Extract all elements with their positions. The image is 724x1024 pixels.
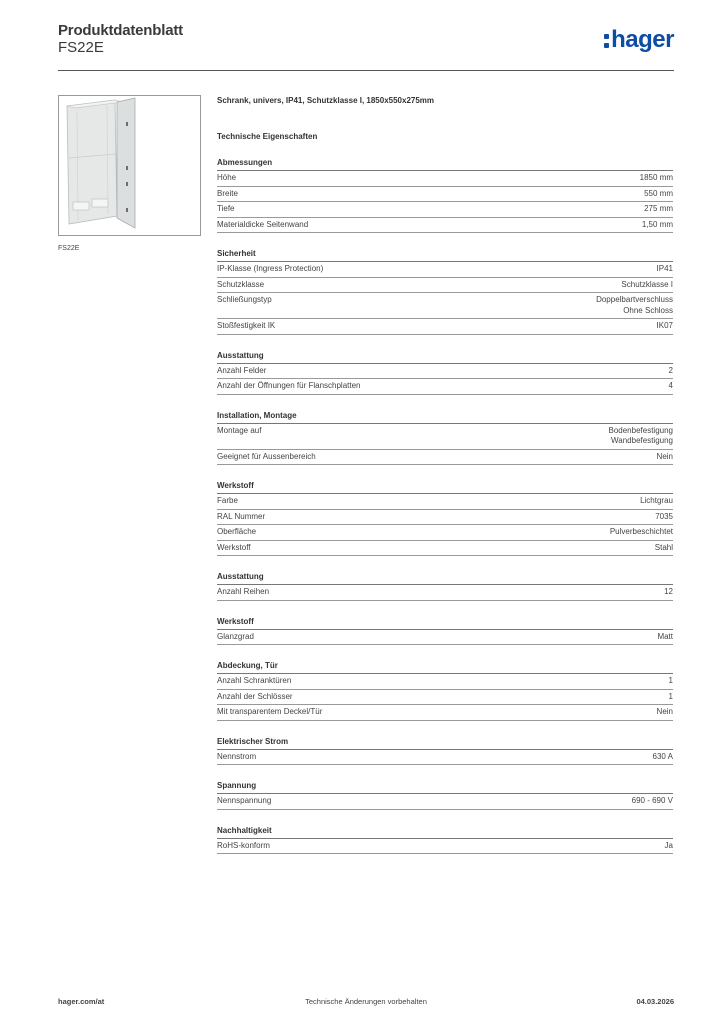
image-caption: FS22E — [58, 245, 80, 252]
spec-group-abmessungen — [217, 158, 673, 233]
spec-label: Schutzklasse — [217, 279, 265, 289]
spec-row — [217, 494, 673, 510]
spec-value: Ja — [664, 840, 673, 850]
spec-group-ausstattung — [217, 351, 673, 395]
spec-label: Materialdicke Seitenwand — [217, 219, 309, 229]
spec-label: Montage auf — [217, 425, 262, 435]
spec-row — [217, 379, 673, 395]
footer-notice: Technische Änderungen vorbehalten — [305, 997, 427, 1006]
spec-row — [217, 187, 673, 203]
spec-value: Stahl — [654, 542, 673, 552]
spec-row — [217, 319, 673, 335]
spec-value: IP41 — [656, 264, 673, 273]
spec-row — [217, 171, 673, 187]
spec-group-strom — [217, 737, 673, 766]
spec-label: Schließungstyp — [217, 295, 272, 304]
spec-label: Anzahl der Öffnungen für Flanschplatten — [217, 381, 361, 390]
spec-label: Anzahl Reihen — [217, 587, 270, 596]
group-title: Abdeckung, Tür — [217, 661, 673, 674]
spec-value: 1 — [668, 691, 673, 701]
product-code: FS22E — [58, 39, 104, 56]
spec-value: Bodenbefestigung Wandbefestigung — [608, 425, 673, 445]
spec-label: Glanzgrad — [217, 631, 254, 641]
spec-value: Nein — [656, 451, 673, 461]
section-title: Technische Eigenschaften — [217, 132, 318, 141]
spec-row — [217, 525, 673, 541]
spec-row — [217, 750, 673, 766]
spec-row — [217, 202, 673, 218]
spec-row — [217, 674, 673, 690]
spec-row — [217, 364, 673, 380]
spec-value: 12 — [664, 587, 673, 596]
spec-label: Werkstoff — [217, 542, 251, 552]
spec-label: Mit transparentem Deckel/Tür — [217, 707, 323, 716]
cabinet-illustration — [59, 96, 200, 235]
spec-value: 1850 mm — [639, 173, 673, 182]
spec-group-ausstattung-2 — [217, 572, 673, 601]
spec-value: IK07 — [656, 321, 673, 330]
product-image-frame — [58, 95, 201, 236]
spec-value: Matt — [657, 631, 673, 641]
spec-row — [217, 218, 673, 234]
spec-row — [217, 278, 673, 294]
specification-content — [217, 96, 673, 854]
spec-row — [217, 541, 673, 557]
spec-label: Höhe — [217, 173, 237, 182]
footer-date: 04.03.2026 — [636, 997, 674, 1006]
spec-group-werkstoff-2 — [217, 617, 673, 646]
spec-value: 7035 — [655, 511, 673, 521]
spec-group-sicherheit — [217, 249, 673, 335]
spec-value: 1,50 mm — [641, 219, 673, 229]
group-title: Abmessungen — [217, 158, 673, 171]
spec-row — [217, 705, 673, 721]
spec-label: Anzahl der Schlösser — [217, 691, 293, 701]
spec-row — [217, 630, 673, 646]
hager-logo — [604, 28, 674, 52]
spec-label: Oberfläche — [217, 527, 257, 536]
group-title: Spannung — [217, 781, 673, 794]
spec-label: Geeignet für Aussenbereich — [217, 451, 316, 461]
spec-value: 1 — [668, 676, 673, 685]
page-title: Produktdatenblatt — [58, 22, 183, 39]
spec-label: IP-Klasse (Ingress Protection) — [217, 264, 324, 273]
group-title: Werkstoff — [217, 617, 673, 630]
group-title: Werkstoff — [217, 481, 673, 494]
page-header — [58, 22, 674, 66]
header-divider — [58, 70, 674, 71]
spec-label: Tiefe — [217, 204, 235, 213]
spec-value: 690 - 690 V — [631, 796, 673, 805]
spec-value: 630 A — [652, 751, 673, 761]
spec-label: Breite — [217, 188, 238, 198]
spec-label: Nennspannung — [217, 796, 272, 805]
spec-row — [217, 424, 673, 450]
group-title: Installation, Montage — [217, 411, 673, 424]
spec-label: Anzahl Felder — [217, 365, 267, 375]
spec-row — [217, 262, 673, 278]
spec-value: Pulverbeschichtet — [609, 527, 673, 536]
spec-row — [217, 690, 673, 706]
group-title: Ausstattung — [217, 351, 673, 364]
spec-value: 275 mm — [644, 204, 673, 213]
spec-label: Stoßfestigkeit IK — [217, 321, 276, 330]
group-title: Nachhaltigkeit — [217, 826, 673, 839]
spec-group-werkstoff — [217, 481, 673, 556]
spec-row — [217, 585, 673, 601]
spec-group-abdeckung — [217, 661, 673, 721]
spec-row — [217, 450, 673, 466]
spec-value: Lichtgrau — [640, 496, 673, 505]
spec-row — [217, 794, 673, 810]
spec-value: 4 — [668, 381, 673, 390]
logo-dots-icon — [604, 32, 609, 48]
product-description: Schrank, univers, IP41, Schutzklasse I, 1850x550x275mm — [217, 96, 435, 105]
spec-value: Doppelbartverschluss Ohne Schloss — [596, 295, 673, 315]
group-title: Sicherheit — [217, 249, 673, 262]
spec-value: 2 — [668, 365, 673, 375]
spec-label: Nennstrom — [217, 751, 257, 761]
spec-label: RoHS-konform — [217, 840, 270, 850]
group-title: Ausstattung — [217, 572, 673, 585]
spec-row — [217, 839, 673, 855]
spec-group-nachhaltigkeit — [217, 826, 673, 855]
spec-value: Schutzklasse I — [621, 279, 673, 289]
spec-label: RAL Nummer — [217, 511, 266, 521]
footer-website-link[interactable]: hager.com/at — [58, 997, 105, 1006]
spec-label: Anzahl Schranktüren — [217, 676, 292, 685]
spec-group-installation — [217, 411, 673, 466]
group-title: Elektrischer Strom — [217, 737, 673, 750]
spec-value: Nein — [656, 707, 673, 716]
spec-row — [217, 293, 673, 319]
spec-group-spannung — [217, 781, 673, 810]
spec-value: 550 mm — [644, 188, 673, 198]
spec-label: Farbe — [217, 496, 238, 505]
spec-row — [217, 510, 673, 526]
logo-text: hager — [611, 26, 674, 53]
